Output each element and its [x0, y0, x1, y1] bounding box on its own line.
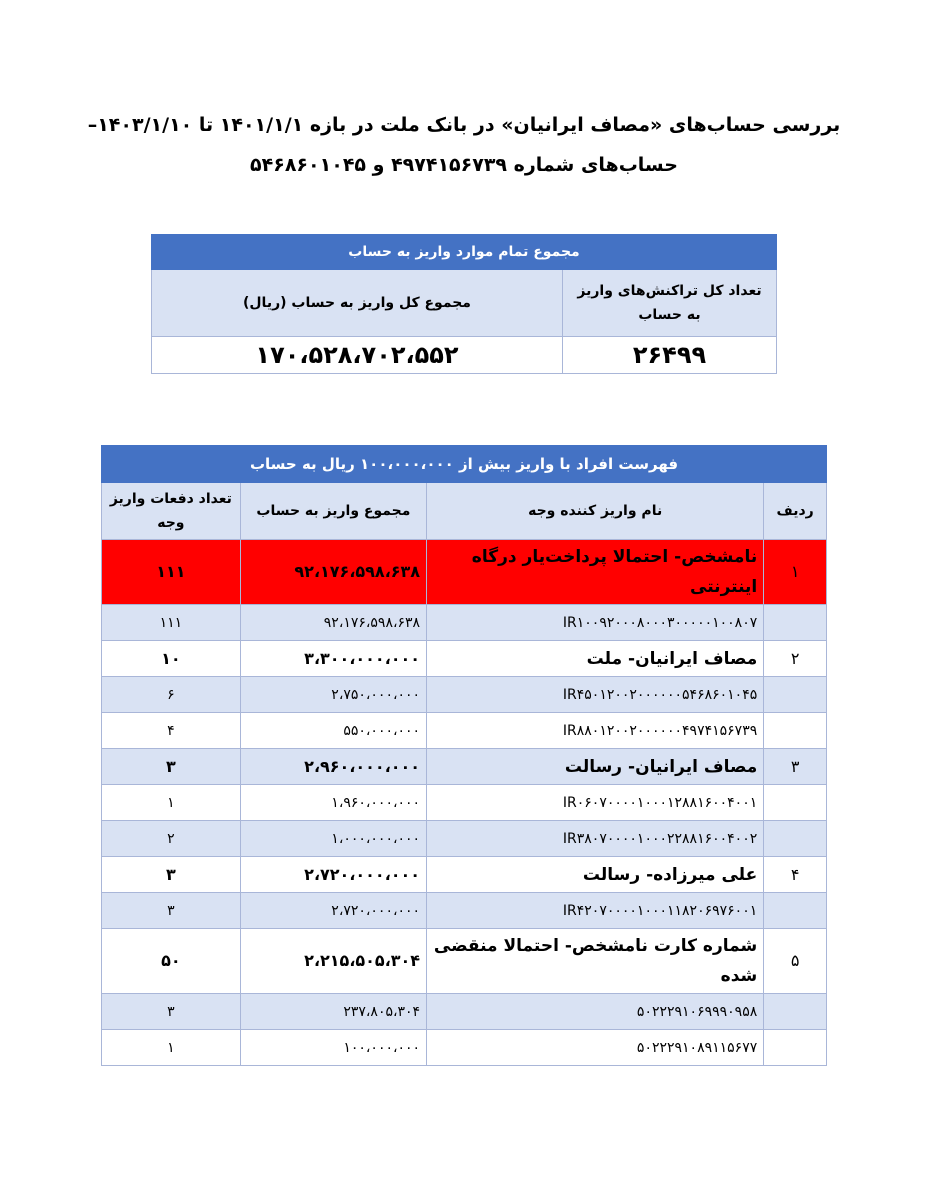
table-row: [102, 785, 827, 821]
table-row: [102, 713, 827, 749]
row-index: ۲: [764, 641, 827, 677]
summary-sum-label: مجموع کل واریز به حساب (ریال): [152, 270, 563, 337]
row-count: ۲: [102, 821, 241, 857]
row-count: ۳: [102, 893, 241, 929]
document-title-line-2: حساب‌های شماره ۴۹۷۴۱۵۶۷۳۹ و ۵۴۶۸۶۰۱۰۴۵: [250, 154, 678, 176]
document-title-line-1: بررسی حساب‌های «مصاف ایرانیان» در بانک ملت در بازه ۱۴۰۱/۱/۱ تا ۱۴۰۳/۱/۱۰–: [87, 114, 841, 136]
summary-count-label: تعداد کل تراکنش‌های واریز به حساب: [563, 270, 777, 337]
summary-table-header: مجموع تمام موارد واریز به حساب: [152, 235, 777, 270]
row-name: مصاف ایرانیان- رسالت: [427, 749, 764, 785]
row-count: ۱۱۱: [102, 605, 241, 641]
col-header-index: ردیف: [764, 483, 827, 540]
row-count: ۱: [102, 1030, 241, 1066]
row-count: ۱۱۱: [102, 540, 241, 605]
row-sum: ۲،۹۶۰،۰۰۰،۰۰۰: [240, 749, 426, 785]
row-name: نامشخص- احتمالا پرداخت‌یار درگاه اینترنتی: [427, 540, 764, 605]
row-index: ۳: [764, 749, 827, 785]
row-count: ۳: [102, 749, 241, 785]
table-row: [102, 641, 827, 677]
table-row: [102, 1030, 827, 1066]
row-count: ۴: [102, 713, 241, 749]
row-count: ۳: [102, 994, 241, 1030]
table-row: [102, 749, 827, 785]
row-name: علی میرزاده- رسالت: [427, 857, 764, 893]
row-sum: ۲،۷۲۰،۰۰۰،۰۰۰: [240, 893, 426, 929]
row-index: [764, 713, 827, 749]
row-index: ۱: [764, 540, 827, 605]
table-row: [102, 677, 827, 713]
table-row: [102, 929, 827, 994]
row-index: [764, 677, 827, 713]
row-index: [764, 1030, 827, 1066]
row-count: ۶: [102, 677, 241, 713]
table-row: [102, 605, 827, 641]
row-count: ۱۰: [102, 641, 241, 677]
row-account: IR۰۶۰۷۰۰۰۰۱۰۰۰۱۲۸۸۱۶۰۰۴۰۰۱: [427, 785, 764, 821]
row-account: IR۸۸۰۱۲۰۰۲۰۰۰۰۰۰۴۹۷۴۱۵۶۷۳۹: [427, 713, 764, 749]
row-account: IR۳۸۰۷۰۰۰۰۱۰۰۰۲۲۸۸۱۶۰۰۴۰۰۲: [427, 821, 764, 857]
table-row: [102, 893, 827, 929]
row-sum: ۲،۷۲۰،۰۰۰،۰۰۰: [240, 857, 426, 893]
table-row: [102, 540, 827, 605]
row-index: ۵: [764, 929, 827, 994]
col-header-sum: مجموع واریز به حساب: [240, 483, 426, 540]
row-card: ۵۰۲۲۲۹۱۰۶۹۹۹۰۹۵۸: [427, 994, 764, 1030]
row-name: مصاف ایرانیان- ملت: [427, 641, 764, 677]
row-sum: ۹۲،۱۷۶،۵۹۸،۶۳۸: [240, 540, 426, 605]
col-header-count: تعداد دفعات واریز وجه: [102, 483, 241, 540]
row-sum: ۲،۷۵۰،۰۰۰،۰۰۰: [240, 677, 426, 713]
row-sum: ۹۲،۱۷۶،۵۹۸،۶۳۸: [240, 605, 426, 641]
row-name: شماره کارت نامشخص- احتمالا منقضی شده: [427, 929, 764, 994]
donors-table: [101, 445, 827, 1066]
row-index: [764, 821, 827, 857]
row-index: [764, 893, 827, 929]
row-sum: ۲،۲۱۵،۵۰۵،۳۰۴: [240, 929, 426, 994]
table-row: [102, 857, 827, 893]
row-index: [764, 785, 827, 821]
table-row: [102, 994, 827, 1030]
row-account: IR۴۵۰۱۲۰۰۲۰۰۰۰۰۰۵۴۶۸۶۰۱۰۴۵: [427, 677, 764, 713]
row-count: ۱: [102, 785, 241, 821]
row-count: ۳: [102, 857, 241, 893]
summary-sum-value: ۱۷۰،۵۲۸،۷۰۲،۵۵۲: [152, 337, 563, 374]
row-count: ۵۰: [102, 929, 241, 994]
row-sum: ۱،۹۶۰،۰۰۰،۰۰۰: [240, 785, 426, 821]
row-sum: ۵۵۰،۰۰۰،۰۰۰: [240, 713, 426, 749]
row-sum: ۳،۳۰۰،۰۰۰،۰۰۰: [240, 641, 426, 677]
row-index: ۴: [764, 857, 827, 893]
row-index: [764, 994, 827, 1030]
summary-table: [151, 234, 777, 374]
donors-table-header: فهرست افراد با واریز بیش از ۱۰۰،۰۰۰،۰۰۰ ریال به حساب: [102, 446, 827, 483]
row-account: IR۱۰۰۹۲۰۰۰۸۰۰۰۳۰۰۰۰۰۱۰۰۸۰۷: [427, 605, 764, 641]
row-account: IR۴۲۰۷۰۰۰۰۱۰۰۰۱۱۸۲۰۶۹۷۶۰۰۱: [427, 893, 764, 929]
table-row: [102, 821, 827, 857]
row-card: ۵۰۲۲۲۹۱۰۸۹۱۱۵۶۷۷: [427, 1030, 764, 1066]
row-index: [764, 605, 827, 641]
row-sum: ۱۰۰،۰۰۰،۰۰۰: [240, 1030, 426, 1066]
row-sum: ۱،۰۰۰،۰۰۰،۰۰۰: [240, 821, 426, 857]
col-header-name: نام واریز کننده وجه: [427, 483, 764, 540]
summary-count-value: ۲۶۴۹۹: [563, 337, 777, 374]
row-sum: ۲۳۷،۸۰۵،۳۰۴: [240, 994, 426, 1030]
